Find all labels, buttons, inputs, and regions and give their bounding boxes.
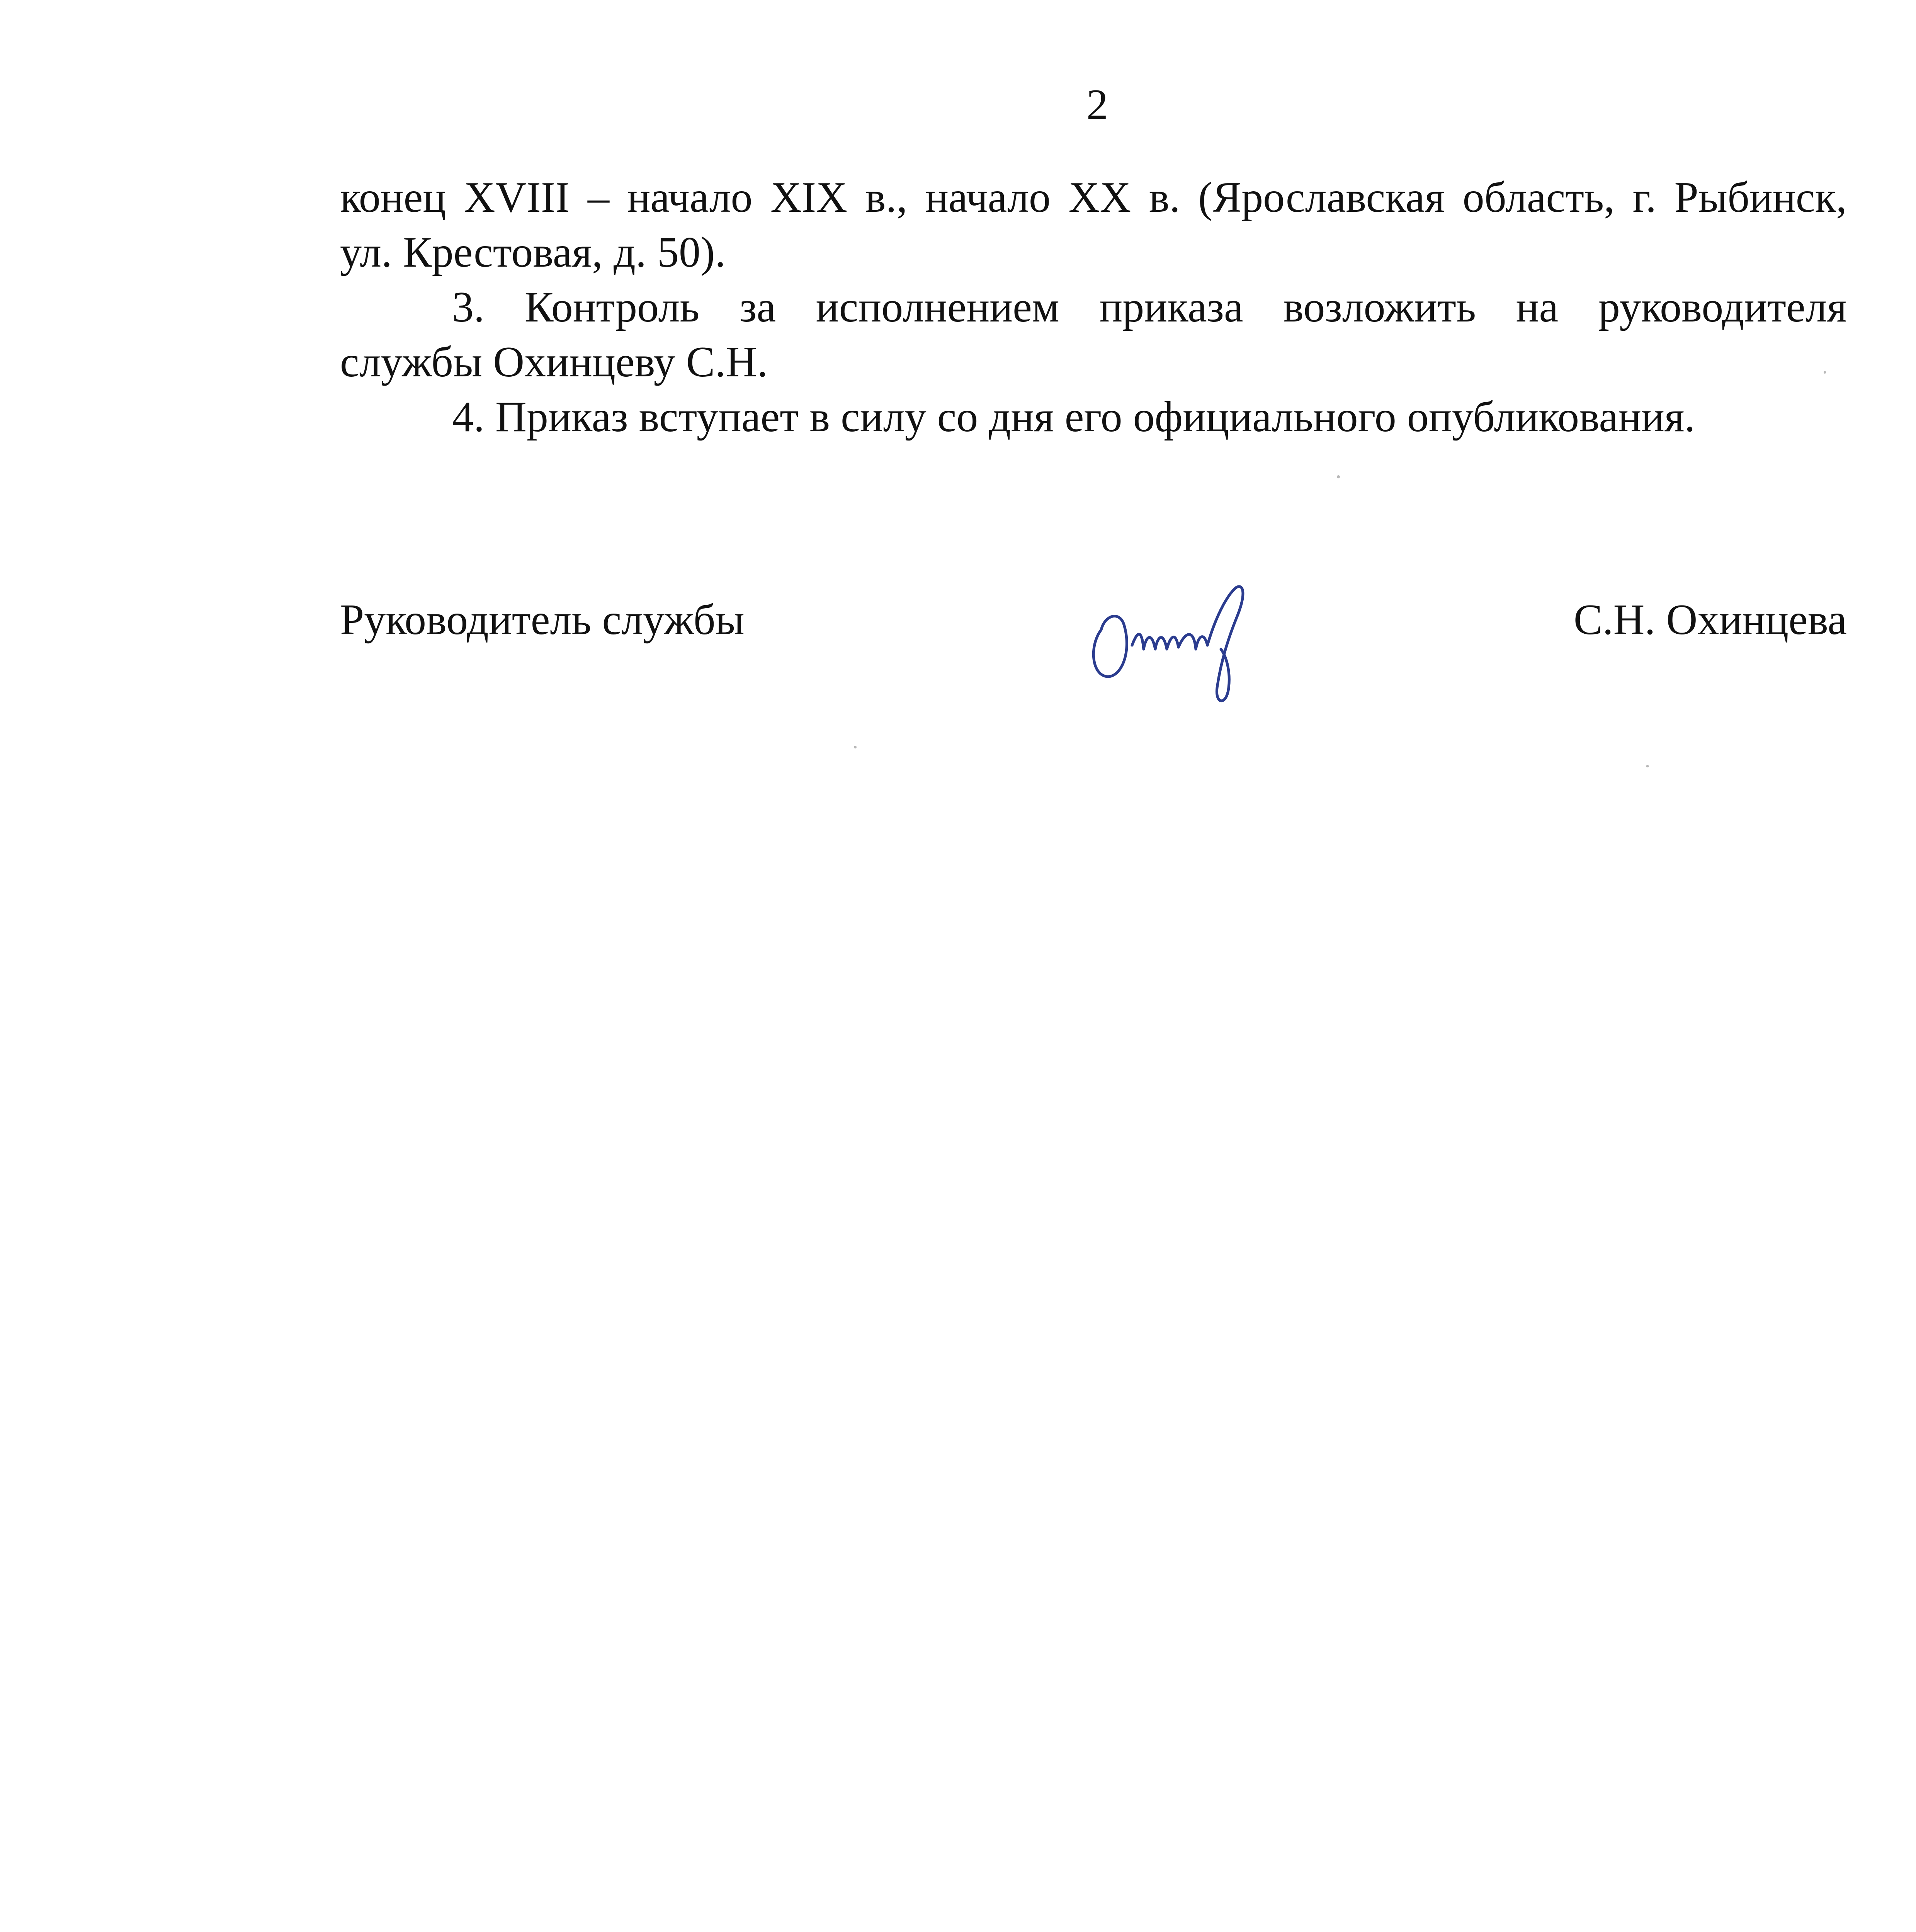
- signatory-name: С.Н. Охинцева: [1573, 596, 1847, 644]
- scan-speck: [1337, 475, 1340, 478]
- paragraph-3-line-1: 3. Контроль за исполнением приказа возложить на руководителя: [452, 283, 1847, 331]
- paragraph-continuation-line-1: конец XVIII – начало XIX в., начало XX в. (Ярославская область, г. Рыбинск,: [340, 173, 1847, 221]
- signatory-position: Руководитель службы: [340, 596, 745, 644]
- paragraph-4: 4. Приказ вступает в силу со дня его официального опубликования.: [452, 393, 1695, 441]
- scan-speck: [854, 746, 857, 748]
- paragraph-continuation-line-2: ул. Крестовая, д. 50).: [340, 228, 726, 276]
- scan-speck: [1824, 371, 1826, 374]
- paragraph-3-line-2: службы Охинцеву С.Н.: [340, 338, 768, 386]
- page-number: 2: [1086, 81, 1108, 129]
- handwritten-signature: [1074, 572, 1275, 711]
- scan-speck: [1646, 765, 1649, 767]
- signature-block: [340, 572, 1847, 726]
- document-body: [340, 170, 1847, 444]
